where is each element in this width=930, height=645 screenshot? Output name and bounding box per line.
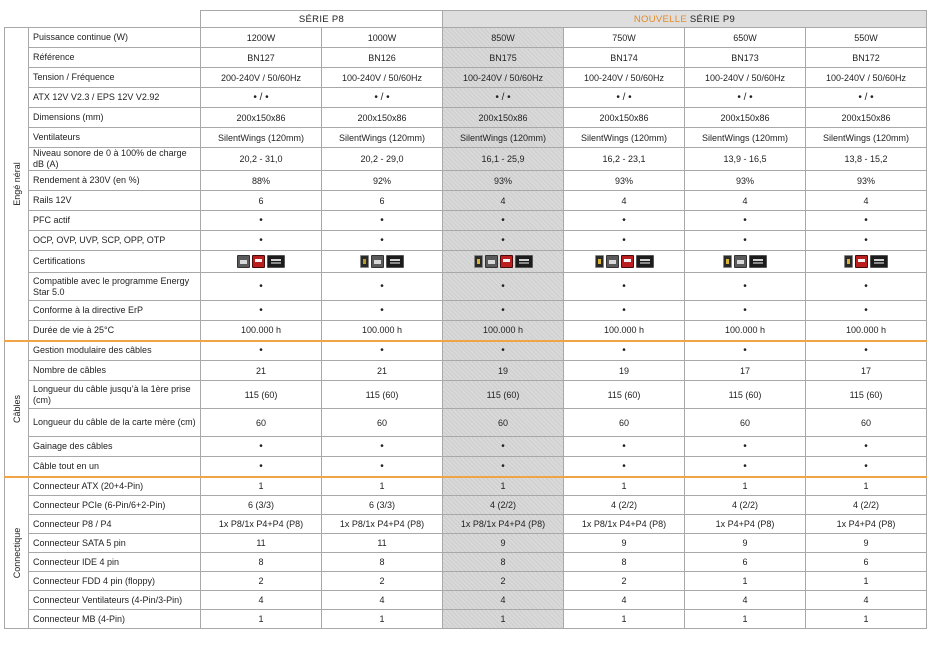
- spec-value: 4: [201, 591, 322, 610]
- series-p9-header: [443, 11, 927, 28]
- row-label: Niveau sonore de 0 à 100% de charge dB (A): [29, 148, 201, 171]
- spec-value: •: [685, 301, 806, 321]
- ati-logo: [252, 255, 265, 268]
- row-label: Rendement à 230V (en %): [29, 171, 201, 191]
- group-label-text: Câbles: [11, 394, 22, 423]
- spec-value: 200x150x86: [201, 108, 322, 128]
- spec-value: 17: [806, 361, 927, 381]
- amd-logo: [515, 255, 533, 268]
- spec-value: •: [322, 437, 443, 457]
- spec-value: BN174: [564, 48, 685, 68]
- group-label-general: [5, 28, 29, 341]
- amd-logo: [267, 255, 285, 268]
- sli-logo: [371, 255, 384, 268]
- 80plus-logo: [360, 255, 369, 268]
- spec-value: 21: [322, 361, 443, 381]
- spec-row: [5, 553, 927, 572]
- row-label: Connecteur MB (4-Pin): [29, 610, 201, 629]
- spec-row: [5, 591, 927, 610]
- spec-value: •: [806, 211, 927, 231]
- row-label: Connecteur SATA 5 pin: [29, 534, 201, 553]
- 80plus-logo: [474, 255, 483, 268]
- series-p8-header: [201, 11, 443, 28]
- spec-row: [5, 515, 927, 534]
- spec-value: 100.000 h: [322, 321, 443, 341]
- 80plus-logo: [595, 255, 604, 268]
- spec-value: 200x150x86: [806, 108, 927, 128]
- spec-value: 115 (60): [201, 381, 322, 409]
- spec-value: BN172: [806, 48, 927, 68]
- amd-logo: [636, 255, 654, 268]
- spec-value: 4: [564, 591, 685, 610]
- cert-logo-group: [595, 255, 654, 268]
- spec-row: [5, 409, 927, 437]
- spec-value: 9: [443, 534, 564, 553]
- spec-value: 750W: [564, 28, 685, 48]
- row-label: Câble tout en un: [29, 457, 201, 477]
- series-p9-new-tag: NOUVELLE: [633, 13, 687, 25]
- row-label: Connecteur ATX (20+4-Pin): [29, 477, 201, 496]
- cert-logo-group: [723, 255, 767, 268]
- spec-row: [5, 171, 927, 191]
- ati-logo: [621, 255, 634, 268]
- series-p9-title: SÉRIE P9: [686, 13, 736, 25]
- spec-row: [5, 68, 927, 88]
- spec-value: 1x P8/1x P4+P4 (P8): [564, 515, 685, 534]
- spec-value: 8: [564, 553, 685, 572]
- spec-value: 2: [443, 572, 564, 591]
- spec-value: 16,1 - 25,9: [443, 148, 564, 171]
- spec-value: •: [201, 341, 322, 361]
- cert-logo-group: [474, 255, 533, 268]
- cert-logo-group: [844, 255, 888, 268]
- spec-value: 4: [322, 591, 443, 610]
- spec-row: [5, 341, 927, 361]
- series-p8-title: SÉRIE P8: [298, 13, 345, 25]
- spec-value: 1: [806, 610, 927, 629]
- spec-value: 100-240V / 50/60Hz: [443, 68, 564, 88]
- row-label: Gainage des câbles: [29, 437, 201, 457]
- spec-value: •: [322, 231, 443, 251]
- spec-value: 4: [685, 591, 806, 610]
- spec-row: [5, 457, 927, 477]
- spec-value: 6 (3/3): [201, 496, 322, 515]
- sli-logo: [485, 255, 498, 268]
- cert-logos-cell: [685, 251, 806, 273]
- spec-value: •: [201, 457, 322, 477]
- spec-value: •: [564, 211, 685, 231]
- spec-value: 60: [201, 409, 322, 437]
- spec-value: 4 (2/2): [806, 496, 927, 515]
- spec-row: [5, 148, 927, 171]
- spec-value: 1: [685, 610, 806, 629]
- group-label-connectique: [5, 477, 29, 629]
- spec-row: [5, 610, 927, 629]
- cert-logos-cell: [443, 251, 564, 273]
- spec-value: SilentWings (120mm): [201, 128, 322, 148]
- spec-value: SilentWings (120mm): [564, 128, 685, 148]
- spec-value: 20,2 - 29,0: [322, 148, 443, 171]
- spec-value: •: [443, 301, 564, 321]
- spec-value: •: [564, 273, 685, 301]
- ati-logo: [500, 255, 513, 268]
- spec-row: [5, 48, 927, 68]
- spec-value: 100.000 h: [201, 321, 322, 341]
- cert-logos-cell: [564, 251, 685, 273]
- spec-row: [5, 231, 927, 251]
- row-label: OCP, OVP, UVP, SCP, OPP, OTP: [29, 231, 201, 251]
- spec-row: [5, 273, 927, 301]
- spec-value: 9: [806, 534, 927, 553]
- row-label: PFC actif: [29, 211, 201, 231]
- spec-value: BN173: [685, 48, 806, 68]
- spec-value: 8: [322, 553, 443, 572]
- spec-row: [5, 321, 927, 341]
- spec-value: 92%: [322, 171, 443, 191]
- spec-value: •: [564, 341, 685, 361]
- row-label: Dimensions (mm): [29, 108, 201, 128]
- series-header-row: [5, 11, 927, 28]
- group-label-cables: [5, 341, 29, 477]
- spec-value: 1000W: [322, 28, 443, 48]
- spec-value: 1: [322, 477, 443, 496]
- spec-value: 6: [201, 191, 322, 211]
- spec-value: SilentWings (120mm): [322, 128, 443, 148]
- spec-value: 1: [685, 572, 806, 591]
- spec-value: •: [685, 273, 806, 301]
- spec-value: 1x P8/1x P4+P4 (P8): [201, 515, 322, 534]
- spec-value: •: [201, 273, 322, 301]
- spec-value: •: [443, 341, 564, 361]
- spec-value: 4: [806, 191, 927, 211]
- spec-value: 93%: [564, 171, 685, 191]
- amd-logo: [386, 255, 404, 268]
- spec-value: 1: [322, 610, 443, 629]
- spec-value: 4: [443, 591, 564, 610]
- spec-value: 1: [201, 477, 322, 496]
- spec-value: 60: [806, 409, 927, 437]
- row-label: Référence: [29, 48, 201, 68]
- spec-value: 100.000 h: [806, 321, 927, 341]
- spec-value: •: [443, 457, 564, 477]
- spec-value: 100-240V / 50/60Hz: [322, 68, 443, 88]
- spec-value: 115 (60): [322, 381, 443, 409]
- row-label: Compatible avec le programme Energy Star 5.0: [29, 273, 201, 301]
- spec-row: [5, 28, 927, 48]
- spec-value: •: [564, 301, 685, 321]
- spec-value: •: [443, 211, 564, 231]
- spec-value: 4: [806, 591, 927, 610]
- spec-value: •: [806, 437, 927, 457]
- amd-logo: [870, 255, 888, 268]
- spec-row: [5, 361, 927, 381]
- spec-value: 4: [564, 191, 685, 211]
- cert-logos-cell: [806, 251, 927, 273]
- row-label: Tension / Fréquence: [29, 68, 201, 88]
- spec-value: •: [201, 231, 322, 251]
- spec-value: 2: [201, 572, 322, 591]
- spec-value: 1200W: [201, 28, 322, 48]
- spec-value: •: [443, 437, 564, 457]
- spec-value: BN126: [322, 48, 443, 68]
- spec-value: 200x150x86: [564, 108, 685, 128]
- row-label: Durée de vie à 25°C: [29, 321, 201, 341]
- spec-value: 200x150x86: [322, 108, 443, 128]
- spec-value: 1: [201, 610, 322, 629]
- spec-value: •: [322, 273, 443, 301]
- spec-value: •: [685, 341, 806, 361]
- cert-logo-group: [237, 255, 285, 268]
- row-label: Connecteur FDD 4 pin (floppy): [29, 572, 201, 591]
- spec-value: 200x150x86: [685, 108, 806, 128]
- spec-value: 115 (60): [806, 381, 927, 409]
- cert-logos-cell: [322, 251, 443, 273]
- spec-value: •: [806, 273, 927, 301]
- cert-logo-group: [360, 255, 404, 268]
- spec-value: •: [806, 341, 927, 361]
- spec-value: 60: [685, 409, 806, 437]
- spec-value: •: [201, 437, 322, 457]
- spec-value: • / •: [322, 88, 443, 108]
- spec-value: 19: [443, 361, 564, 381]
- spec-value: • / •: [443, 88, 564, 108]
- spec-value: SilentWings (120mm): [685, 128, 806, 148]
- spec-value: 8: [443, 553, 564, 572]
- spec-value: •: [322, 341, 443, 361]
- spec-value: 1: [685, 477, 806, 496]
- spec-row: [5, 301, 927, 321]
- spec-value: 4 (2/2): [564, 496, 685, 515]
- row-label: Connecteur IDE 4 pin: [29, 553, 201, 572]
- spec-row: [5, 108, 927, 128]
- spec-value: 93%: [443, 171, 564, 191]
- 80plus-logo: [844, 255, 853, 268]
- spec-value: •: [443, 273, 564, 301]
- spec-value: •: [322, 211, 443, 231]
- spec-rows: [5, 28, 927, 629]
- spec-value: 6: [322, 191, 443, 211]
- spec-value: 11: [322, 534, 443, 553]
- spec-value: 13,8 - 15,2: [806, 148, 927, 171]
- row-label: Ventilateurs: [29, 128, 201, 148]
- spec-value: 1x P4+P4 (P8): [685, 515, 806, 534]
- spec-value: 4 (2/2): [685, 496, 806, 515]
- row-label: Nombre de câbles: [29, 361, 201, 381]
- spec-value: •: [322, 301, 443, 321]
- spec-value: 1: [564, 610, 685, 629]
- spec-value: 100.000 h: [685, 321, 806, 341]
- spec-value: •: [564, 231, 685, 251]
- row-label: Connecteur PCIe (6-Pin/6+2-Pin): [29, 496, 201, 515]
- spec-value: 60: [443, 409, 564, 437]
- spec-value: •: [443, 231, 564, 251]
- spec-value: •: [685, 211, 806, 231]
- spec-value: 6 (3/3): [322, 496, 443, 515]
- spec-value: 100-240V / 50/60Hz: [685, 68, 806, 88]
- 80plus-logo: [723, 255, 732, 268]
- spec-value: BN175: [443, 48, 564, 68]
- spec-value: •: [806, 301, 927, 321]
- spec-value: • / •: [564, 88, 685, 108]
- spec-value: 550W: [806, 28, 927, 48]
- spec-value: 1: [564, 477, 685, 496]
- cert-logos-cell: [201, 251, 322, 273]
- spec-value: 6: [806, 553, 927, 572]
- spec-value: •: [806, 231, 927, 251]
- spec-row: [5, 191, 927, 211]
- spec-value: 1x P8/1x P4+P4 (P8): [443, 515, 564, 534]
- row-label: Certifications: [29, 251, 201, 273]
- spec-value: 2: [322, 572, 443, 591]
- row-label: Puissance continue (W): [29, 28, 201, 48]
- spec-value: •: [564, 437, 685, 457]
- row-label: Longueur du câble de la carte mère (cm): [29, 409, 201, 437]
- spec-value: 9: [564, 534, 685, 553]
- spec-value: 650W: [685, 28, 806, 48]
- spec-value: • / •: [806, 88, 927, 108]
- spec-value: 100-240V / 50/60Hz: [564, 68, 685, 88]
- spec-value: 17: [685, 361, 806, 381]
- amd-logo: [749, 255, 767, 268]
- row-label: Conforme à la directive ErP: [29, 301, 201, 321]
- spec-value: 1: [443, 610, 564, 629]
- spec-row: [5, 572, 927, 591]
- spec-value: 115 (60): [443, 381, 564, 409]
- spec-value: 93%: [806, 171, 927, 191]
- spec-row: [5, 477, 927, 496]
- spec-value: 100.000 h: [443, 321, 564, 341]
- spec-row: [5, 437, 927, 457]
- spec-row: [5, 251, 927, 273]
- row-label: ATX 12V V2.3 / EPS 12V V2.92: [29, 88, 201, 108]
- spec-row: [5, 128, 927, 148]
- spec-value: • / •: [685, 88, 806, 108]
- spec-value: 1: [443, 477, 564, 496]
- header-blank: [5, 11, 201, 28]
- spec-value: 60: [322, 409, 443, 437]
- spec-value: 9: [685, 534, 806, 553]
- spec-value: •: [322, 457, 443, 477]
- spec-value: •: [685, 231, 806, 251]
- spec-value: 21: [201, 361, 322, 381]
- spec-value: •: [685, 437, 806, 457]
- spec-value: 19: [564, 361, 685, 381]
- spec-row: [5, 496, 927, 515]
- spec-value: 1: [806, 572, 927, 591]
- row-label: Rails 12V: [29, 191, 201, 211]
- spec-value: 1: [806, 477, 927, 496]
- spec-value: •: [201, 301, 322, 321]
- row-label: Connecteur P8 / P4: [29, 515, 201, 534]
- spec-row: [5, 381, 927, 409]
- spec-value: 4: [443, 191, 564, 211]
- spec-value: 200-240V / 50/60Hz: [201, 68, 322, 88]
- spec-value: 100-240V / 50/60Hz: [806, 68, 927, 88]
- row-label: Connecteur Ventilateurs (4-Pin/3-Pin): [29, 591, 201, 610]
- row-label: Longueur du câble jusqu’à la 1ère prise (cm): [29, 381, 201, 409]
- spec-value: 93%: [685, 171, 806, 191]
- spec-value: •: [685, 457, 806, 477]
- row-label: Gestion modulaire des câbles: [29, 341, 201, 361]
- spec-value: 60: [564, 409, 685, 437]
- sli-logo: [606, 255, 619, 268]
- spec-value: 20,2 - 31,0: [201, 148, 322, 171]
- spec-value: 2: [564, 572, 685, 591]
- spec-value: • / •: [201, 88, 322, 108]
- spec-value: 16,2 - 23,1: [564, 148, 685, 171]
- spec-row: [5, 88, 927, 108]
- spec-value: 850W: [443, 28, 564, 48]
- spec-row: [5, 211, 927, 231]
- spec-value: 6: [685, 553, 806, 572]
- spec-value: SilentWings (120mm): [806, 128, 927, 148]
- spec-value: 1x P8/1x P4+P4 (P8): [322, 515, 443, 534]
- spec-value: BN127: [201, 48, 322, 68]
- group-label-text: Connectique: [11, 527, 22, 579]
- spec-value: •: [806, 457, 927, 477]
- ati-logo: [855, 255, 868, 268]
- spec-value: •: [564, 457, 685, 477]
- spec-value: 11: [201, 534, 322, 553]
- sli-logo: [237, 255, 250, 268]
- spec-value: SilentWings (120mm): [443, 128, 564, 148]
- spec-value: •: [201, 211, 322, 231]
- spec-value: 88%: [201, 171, 322, 191]
- spec-value: 1x P4+P4 (P8): [806, 515, 927, 534]
- group-label-text: Engé néral: [11, 161, 22, 206]
- spec-value: 4: [685, 191, 806, 211]
- spec-value: 100.000 h: [564, 321, 685, 341]
- spec-value: 200x150x86: [443, 108, 564, 128]
- spec-value: 4 (2/2): [443, 496, 564, 515]
- psu-spec-table: [4, 10, 927, 629]
- sli-logo: [734, 255, 747, 268]
- spec-value: 13,9 - 16,5: [685, 148, 806, 171]
- spec-value: 115 (60): [685, 381, 806, 409]
- spec-value: 8: [201, 553, 322, 572]
- spec-row: [5, 534, 927, 553]
- spec-value: 115 (60): [564, 381, 685, 409]
